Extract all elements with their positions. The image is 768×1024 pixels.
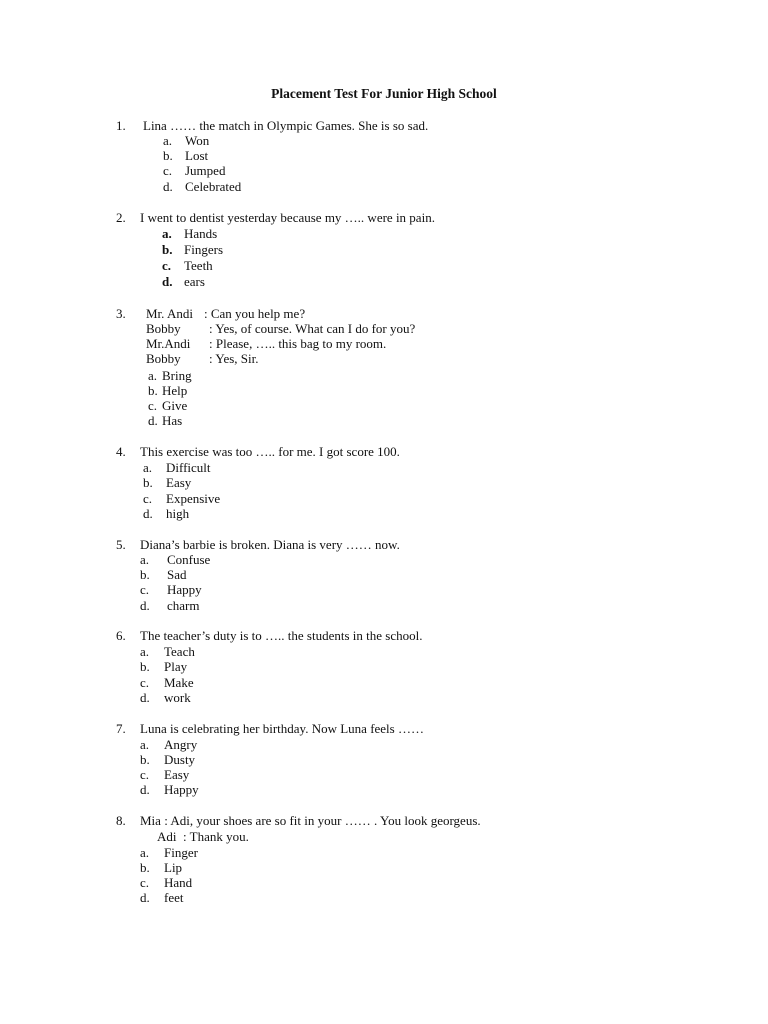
option-letter: b. — [140, 860, 150, 875]
option-text: Has — [162, 413, 183, 428]
dialogue-line: : Yes, Sir. — [209, 351, 259, 366]
option-letter: d. — [140, 598, 150, 613]
option-text: Dusty — [164, 752, 196, 767]
option-letter: b. — [163, 148, 173, 163]
option-letter: b. — [143, 475, 153, 490]
option-letter: a. — [162, 226, 172, 241]
option-letter: c. — [163, 163, 173, 178]
option-text: Confuse — [167, 552, 211, 567]
dialogue-speaker: Bobby — [146, 321, 181, 336]
option-text: Difficult — [166, 460, 211, 475]
option-text: Fingers — [184, 242, 223, 257]
option-text: high — [166, 506, 190, 521]
option-text: Give — [162, 398, 188, 413]
option-text: Play — [164, 659, 188, 674]
option-text: Expensive — [166, 491, 221, 506]
option-letter: d. — [162, 274, 173, 289]
option-letter: c. — [140, 675, 150, 690]
page-title: Placement Test For Junior High School — [271, 86, 497, 101]
dialogue-line: : Please, ….. this bag to my room. — [209, 336, 387, 351]
option-text: Hands — [184, 226, 218, 241]
option-text: Bring — [162, 368, 192, 383]
option-letter: c. — [140, 875, 150, 890]
option-letter: c. — [140, 582, 150, 597]
question-8-stem: Mia : Adi, your shoes are so fit in your …… . You look georgeus. — [140, 813, 481, 828]
option-text: feet — [164, 890, 184, 905]
option-text: Teach — [164, 644, 195, 659]
dialogue-line: : Yes, of course. What can I do for you? — [209, 321, 416, 336]
option-letter: c. — [162, 258, 172, 273]
option-letter: b. — [162, 242, 173, 257]
option-letter: a. — [140, 737, 150, 752]
option-text: Make — [164, 675, 194, 690]
question-4-number: 4. — [116, 444, 126, 459]
question-8-number: 8. — [116, 813, 126, 828]
question-6-number: 6. — [116, 628, 126, 643]
option-letter: c. — [143, 491, 153, 506]
question-1-stem: Lina …… the match in Olympic Games. She is so sad. — [143, 118, 429, 133]
option-letter: b. — [140, 752, 150, 767]
question-4-stem: This exercise was too ….. for me. I got score 100. — [140, 444, 400, 459]
question-3-number: 3. — [116, 306, 126, 321]
option-text: Lip — [164, 860, 183, 875]
dialogue-speaker: Bobby — [146, 351, 181, 366]
option-text: Finger — [164, 845, 198, 860]
option-letter: a. — [163, 133, 173, 148]
option-letter: d. — [140, 890, 150, 905]
option-text: work — [164, 690, 191, 705]
option-text: Happy — [164, 782, 199, 797]
option-text: Happy — [167, 582, 202, 597]
option-text: Teeth — [184, 258, 213, 273]
option-text: charm — [167, 598, 200, 613]
dialogue-speaker: Mr.Andi — [146, 336, 191, 351]
question-7-number: 7. — [116, 721, 126, 736]
option-letter: c. — [148, 398, 158, 413]
option-letter: b. — [140, 659, 150, 674]
option-text: Lost — [185, 148, 209, 163]
question-2-stem: I went to dentist yesterday because my ….. were in pain. — [140, 210, 435, 225]
option-letter: b. — [148, 383, 158, 398]
option-letter: c. — [140, 767, 150, 782]
question-6-stem: The teacher’s duty is to ….. the students in the school. — [140, 628, 423, 643]
option-letter: a. — [140, 644, 150, 659]
option-text: Hand — [164, 875, 193, 890]
option-letter: a. — [143, 460, 153, 475]
option-letter: a. — [140, 552, 150, 567]
dialogue-line: : Can you help me? — [204, 306, 306, 321]
dialogue-speaker: Mr. Andi — [146, 306, 193, 321]
question-5-number: 5. — [116, 537, 126, 552]
option-letter: d. — [163, 179, 173, 194]
option-text: Won — [185, 133, 210, 148]
option-text: Easy — [166, 475, 192, 490]
option-text: Celebrated — [185, 179, 242, 194]
option-letter: d. — [140, 782, 150, 797]
question-8-reply: Adi : Thank you. — [157, 829, 249, 844]
option-text: Sad — [167, 567, 187, 582]
question-1-number: 1. — [116, 118, 126, 133]
option-letter: d. — [143, 506, 153, 521]
option-text: ears — [184, 274, 205, 289]
option-text: Easy — [164, 767, 190, 782]
option-text: Jumped — [185, 163, 226, 178]
question-2-number: 2. — [116, 210, 126, 225]
option-letter: d. — [148, 413, 158, 428]
option-letter: b. — [140, 567, 150, 582]
option-letter: a. — [140, 845, 150, 860]
option-letter: d. — [140, 690, 150, 705]
question-5-stem: Diana’s barbie is broken. Diana is very …… now. — [140, 537, 400, 552]
option-text: Angry — [164, 737, 198, 752]
option-text: Help — [162, 383, 188, 398]
question-7-stem: Luna is celebrating her birthday. Now Luna feels …… — [140, 721, 424, 736]
option-letter: a. — [148, 368, 158, 383]
